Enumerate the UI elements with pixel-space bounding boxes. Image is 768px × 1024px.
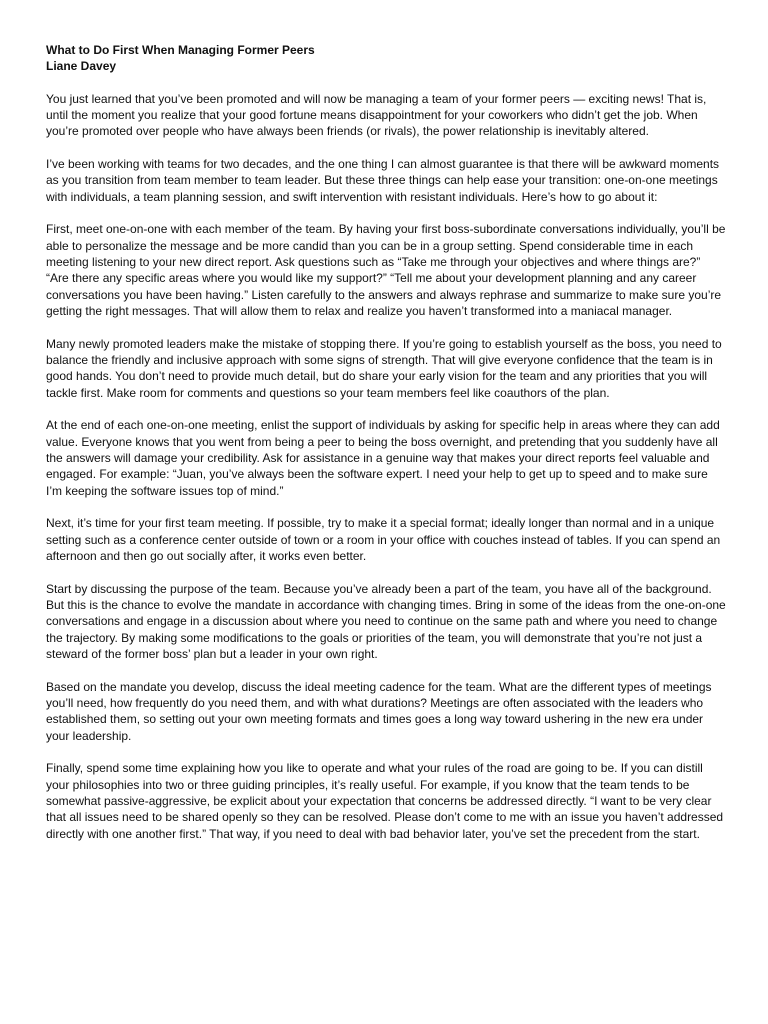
document-author: Liane Davey <box>46 59 117 74</box>
paragraph-6: Next, it’s time for your first team meeting. If possible, try to make it a special format; ideally longer than normal and in a unique setting such as a conference center outside of town or a room in your office with couches instead of tables. If you can spend an afternoon and then go out socially after, it works even better. <box>46 516 721 563</box>
paragraph-4: Many newly promoted leaders make the mistake of stopping there. If you’re going to establish yourself as the boss, you need to balance the friendly and inclusive approach with some signs of strength. That will give everyone confidence that the team is in good hands. You don’t need to provide much detail, but do share your early vision for the team and any priorities that you will tackle first. Make room for comments and questions so your team members feel like coauthors of the plan. <box>46 336 722 400</box>
paragraph-2: I’ve been working with teams for two decades, and the one thing I can almost guarantee is that there will be awkward moments as you transition from team member to team leader. But these three things can help ease your transition: one-on-one meetings with individuals, a team planning session, and swift intervention with resistant individuals. Here’s how to go about it: <box>46 156 720 204</box>
paragraph-7: Start by discussing the purpose of the team. Because you’ve already been a part of the team, you have all of the background. But this is the chance to evolve the mandate in accordance with changing times. Bring in some of the ideas from the one-on-one conversations and engage in a discussion about where you need to continue on the same path and where you need to change the trajectory. By making some modifications to the goals or priorities of the team, you will demonstrate that you’re not just a steward of the former boss’ plan but a leader in your own right. <box>46 581 726 661</box>
paragraph-1: You just learned that you’ve been promoted and will now be managing a team of your former peers — exciting news! That is, until the moment you realize that your good fortune means disappointment for your coworkers who didn’t get the job. When you’re promoted over people who have always been friends (or rivals), the power relationship is inevitably altered. <box>46 91 707 139</box>
paragraph-5: At the end of each one-on-one meeting, enlist the support of individuals by asking for specific help in areas where they can add value. Everyone knows that you went from being a peer to being the boss overnight, and pretending that you suddenly have all the answers will damage your credibility. Ask for assistance in a genuine way that makes your direct reports feel valuable and engaged. For example: “Juan, you’ve always been the software expert. I need your help to get up to speed and to make sure I’m keeping the software issues top of mind.” <box>46 418 720 498</box>
document-page <box>46 42 726 858</box>
document-title: What to Do First When Managing Former Peers <box>46 43 315 57</box>
paragraph-3: First, meet one-on-one with each member of the team. By having your first boss-subordinate conversations individually, you’ll be able to personalize the message and be more candid than you can be in a group setting. Spend considerable time in each meeting listening to your new direct report. Ask questions such as “Take me through your objectives and where things are?” “Are there any specific areas where you would like my support?” “Tell me about your development planning and any career conversations you have been having.” Listen carefully to the answers and always rephrase and summarize to make sure you’re getting the right messages. That will allow them to relax and realize you haven’t transformed into a maniacal manager. <box>46 222 726 318</box>
paragraph-8: Based on the mandate you develop, discuss the ideal meeting cadence for the team. What are the different types of meetings you’ll need, how frequently do you need them, and with what durations? Meetings are often associated with the leaders who established them, so setting out your own meeting formats and times goes a long way toward ushering in the new era under your leadership. <box>46 679 712 743</box>
paragraph-9: Finally, spend some time explaining how you like to operate and what your rules of the road are going to be. If you can distill your philosophies into two or three guiding principles, it’s really useful. For example, if you know that the team tends to be somewhat passive-aggressive, be explicit about your expectation that concerns be addressed directly. “I want to be very clear that all issues need to be shared openly so they can be resolved. Please don’t come to me with an issue you haven’t addressed directly with one another first.” That way, if you need to deal with bad behavior later, you’ve set the precedent from the start. <box>46 761 724 841</box>
